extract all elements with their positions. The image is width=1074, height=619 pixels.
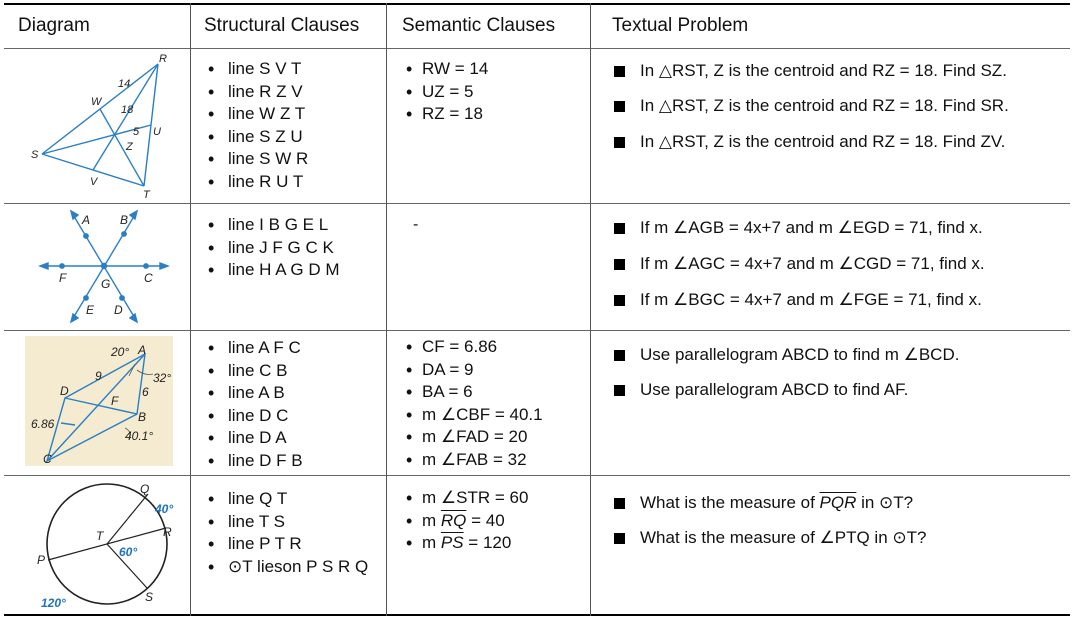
problem-list-4 [612, 493, 926, 548]
label-V: V [90, 176, 98, 188]
label-60deg: 60° [119, 545, 138, 559]
label-W: W [91, 96, 102, 108]
label-T: T [143, 189, 150, 201]
structural-list-4 [202, 488, 368, 578]
label-120deg: 120° [41, 596, 66, 610]
list-item: • line T S [202, 511, 368, 534]
diagram-triangle-centroid [26, 51, 176, 206]
label-U: U [153, 126, 161, 138]
label-6: 6 [142, 385, 149, 399]
header-rule [4, 48, 1070, 49]
label-E: E [86, 303, 95, 317]
label-R: R [163, 525, 172, 539]
label-C: C [43, 452, 52, 466]
structural-list-1 [202, 58, 308, 193]
label-18: 18 [121, 104, 134, 116]
label-14: 14 [118, 78, 131, 90]
arc-RQ: $\overline{RQ}$ [440, 510, 467, 530]
structural-list-3 [202, 337, 303, 472]
label-D: D [114, 303, 123, 317]
list-item: • line D C [202, 405, 303, 428]
semantic-empty: - [413, 216, 419, 233]
label-40-1deg: 40.1° [125, 429, 154, 443]
problem-table [4, 3, 1070, 616]
list-item: • m $\overline{PS} = 120$ [404, 532, 528, 555]
column-rule [190, 3, 191, 616]
arc-PS: $\overline{PS}$ [440, 533, 464, 552]
list-item: • CF = 6.86 [404, 336, 543, 359]
list-item: • m ∠STR = 60 [404, 487, 528, 510]
header-diagram: Diagram [18, 15, 90, 36]
label-B: B [120, 213, 129, 227]
structural-list-2 [202, 214, 339, 282]
list-item: • line S W R [202, 148, 308, 171]
label-P: P [37, 553, 46, 567]
list-item: • m ∠FAB = 32 [404, 449, 543, 472]
problem-list-1 [612, 61, 1009, 152]
label-D: D [60, 384, 69, 398]
list-item: • line P T R [202, 533, 368, 556]
list-item: If m ∠AGC = 4x+7 and m ∠CGD = 71, find x. [612, 254, 985, 274]
diagram-intersecting-lines [34, 208, 174, 331]
label-F: F [111, 394, 119, 408]
list-item: • m ∠CBF = 40.1 [404, 404, 543, 427]
list-item: In △RST, Z is the centroid and RZ = 18. Find SZ. [612, 61, 1009, 81]
list-item: • m $\overline{RQ} = 40$ [404, 510, 528, 533]
list-item: • line I B G E L [202, 214, 339, 237]
list-item: What is the measure of ∠PTQ in ⊙T? [612, 528, 926, 548]
list-item: • line W Z T [202, 103, 308, 126]
list-item: • line S Z U [202, 126, 308, 149]
label-T: T [96, 529, 104, 543]
list-item: In △RST, Z is the centroid and RZ = 18. Find ZV. [612, 132, 1009, 152]
list-item: • m ∠FAD = 20 [404, 426, 543, 449]
column-rule [386, 3, 387, 616]
label-C: C [144, 271, 153, 285]
label-Z: Z [126, 141, 133, 153]
row-rule [4, 475, 1070, 476]
arc-PQR: $\overline{PQR}$ [819, 493, 857, 512]
list-item: • line A F C [202, 337, 303, 360]
list-item: If m ∠AGB = 4x+7 and m ∠EGD = 71, find x. [612, 218, 985, 238]
list-item: • line R U T [202, 171, 308, 194]
label-40deg: 40° [155, 502, 174, 516]
semantic-list-4 [404, 487, 528, 555]
label-32deg: 32° [153, 371, 172, 385]
list-item: • line D F B [202, 450, 303, 473]
list-item: • ⊙T lieson P S R Q [202, 556, 368, 579]
diagram-circle [26, 480, 184, 619]
diagram-parallelogram [25, 336, 173, 466]
list-item: • line S V T [202, 58, 308, 81]
label-F: F [59, 271, 67, 285]
list-item: • RZ = 18 [404, 103, 488, 126]
list-item: • line J F G C K [202, 237, 339, 260]
problem-list-3 [612, 345, 959, 400]
list-item: Use parallelogram ABCD to find m ∠BCD. [612, 345, 959, 365]
list-item: • line R Z V [202, 81, 308, 104]
list-item: • line C B [202, 360, 303, 383]
label-B: B [138, 410, 147, 424]
label-R: R [159, 53, 167, 65]
list-item: • DA = 9 [404, 359, 543, 382]
column-rule [590, 3, 591, 616]
list-item: • UZ = 5 [404, 81, 488, 104]
list-item: What is the measure of $\overline{PQR}$ in ⊙T? [612, 493, 926, 513]
semantic-list-1 [404, 58, 488, 126]
list-item: • line Q T [202, 488, 368, 511]
list-item: • RW = 14 [404, 58, 488, 81]
label-9: 9 [95, 369, 102, 383]
label-Q: Q [140, 482, 150, 496]
list-item: • line H A G D M [202, 259, 339, 282]
list-item: • line A B [202, 382, 303, 405]
label-5: 5 [133, 126, 140, 138]
label-G: G [101, 277, 111, 291]
header-structural: Structural Clauses [204, 15, 360, 36]
label-S: S [31, 149, 39, 161]
list-item: In △RST, Z is the centroid and RZ = 18. Find SR. [612, 96, 1009, 116]
label-6-86: 6.86 [31, 417, 55, 431]
label-20deg: 20° [111, 345, 130, 359]
label-S: S [145, 590, 154, 604]
header-textual: Textual Problem [612, 15, 749, 36]
list-item: Use parallelogram ABCD to find AF. [612, 380, 959, 400]
problem-list-2 [612, 218, 985, 310]
semantic-list-3 [404, 336, 543, 471]
table-top-rule [4, 3, 1070, 5]
list-item: • line D A [202, 427, 303, 450]
list-item: • BA = 6 [404, 381, 543, 404]
header-semantic: Semantic Clauses [402, 15, 556, 36]
label-A: A [82, 213, 91, 227]
label-A: A [138, 343, 147, 357]
list-item: If m ∠BGC = 4x+7 and m ∠FGE = 71, find x. [612, 290, 985, 310]
